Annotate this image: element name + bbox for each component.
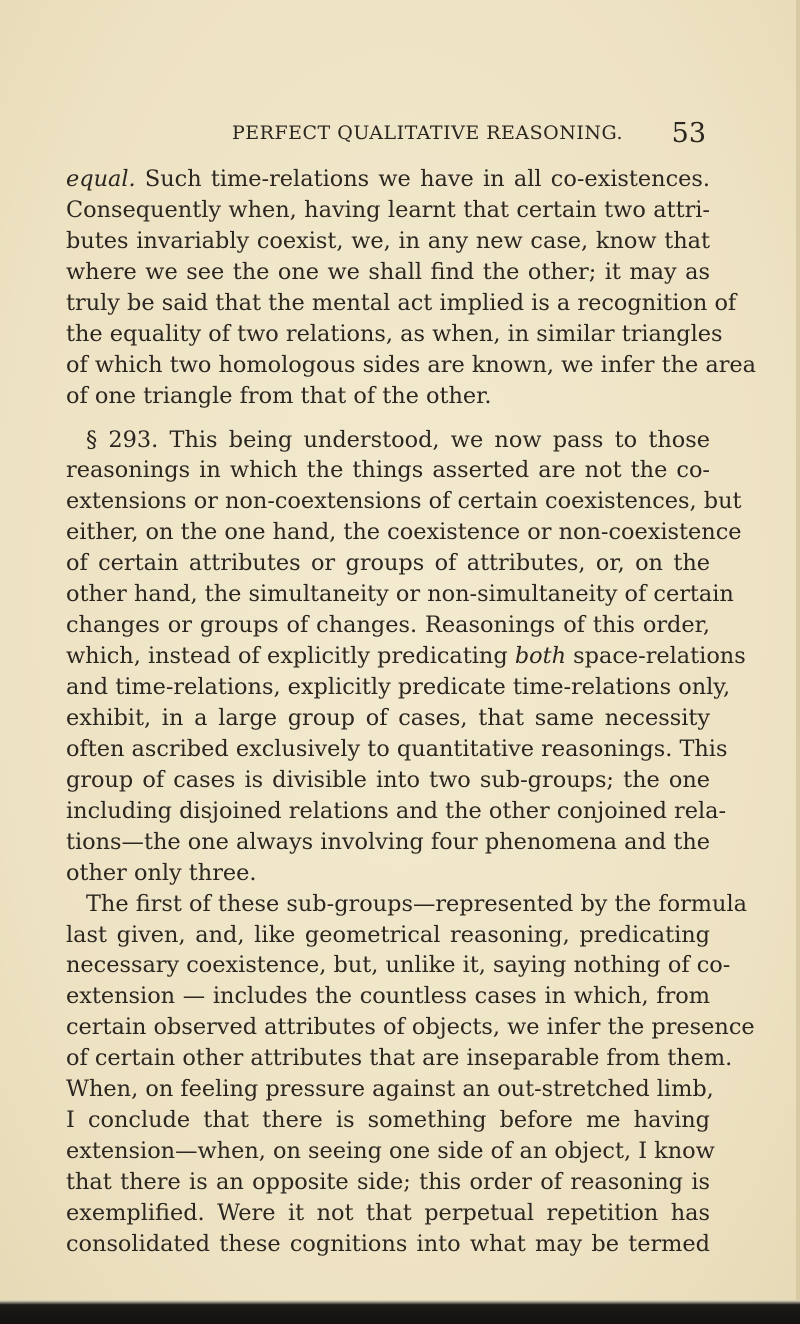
text-line: consolidated these cognitions into what may be termed [66,1230,710,1257]
text-line: exhibit, in a large group of cases, that same necessity [66,704,710,731]
text-line: group of cases is divisible into two sub-groups; the one [66,766,710,793]
text-line: exemplified. Were it not that perpetual repetition has [66,1199,710,1226]
text-line: where we see the one we shall find the other; it may as [66,258,710,285]
text-line: I conclude that there is something before me having [66,1107,710,1134]
text-line: of certain attributes or groups of attributes, or, on the [66,550,710,577]
text-line: of which two homologous sides are known, we infer the area [66,351,757,378]
text-line: that there is an opposite side; this order of reasoning is [66,1169,710,1195]
text-line: truly be said that the mental act implied is a recognition of [66,289,737,316]
text-line: including disjoined relations and the other conjoined rela- [66,797,727,824]
text-line: of one triangle from that of the other. [66,382,492,409]
text-line: extensions or non-coextensions of certain coexistences, but [66,488,742,515]
text-line: extension — includes the countless cases in which, from [66,983,710,1010]
text-line: certain observed attributes of objects, we infer the presence [66,1014,755,1041]
body-text [66,164,757,1260]
text-line: necessary coexistence, but, unlike it, saying nothing of co- [66,952,731,979]
text-line: changes or groups of changes. Reasonings of this order, [66,612,710,639]
page-number: 53 [671,118,706,149]
page-edge [796,0,800,1324]
running-title: PERFECT QUALITATIVE REASONING. [232,122,624,144]
text-line: and time-relations, explicitly predicate time-relations only, [66,674,731,700]
text-line: equal. Such time-relations we have in all co-existences. [66,166,710,192]
text-line: butes invariably coexist, we, in any new case, know that [66,227,710,254]
section-start-line: § 293. This being understood, we now pass to those [86,426,710,453]
scan-bottom-edge [0,1300,800,1324]
text-line: When, on feeling pressure against an out-stretched limb, [66,1076,714,1103]
text-line: which, instead of explicitly predicating both space-relations [66,643,746,670]
text-line: either, on the one hand, the coexistence or non-coexistence [66,519,742,546]
text-line: other only three. [66,859,257,886]
italic-word: both [514,643,567,670]
text-line: extension—when, on seeing one side of an object, I know [66,1138,715,1165]
italic-word: equal. [66,166,136,192]
text-line: other hand, the simultaneity or non-simultaneity of certain [66,581,734,608]
page-header [232,118,706,152]
text-line: often ascribed exclusively to quantitative reasonings. This [66,735,728,762]
text-line: the equality of two relations, as when, in similar triangles [66,320,723,347]
text-line: tions—the one always involving four phenomena and the [66,828,711,855]
paragraph-start-line: The first of these sub-groups—represented by the formula [86,890,747,917]
text-line: last given, and, like geometrical reasoning, predicating [66,921,710,948]
text-line: reasonings in which the things asserted are not the co- [66,457,710,484]
text-line: of certain other attributes that are inseparable from them. [66,1045,733,1072]
text-line: Consequently when, having learnt that certain two attri- [66,196,710,223]
